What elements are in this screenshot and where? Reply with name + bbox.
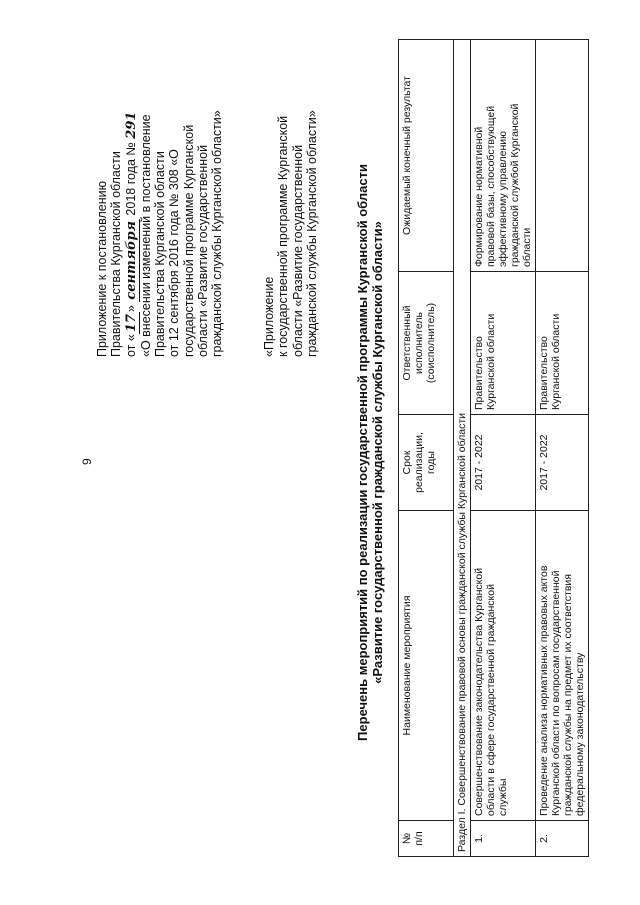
header-date-prefix: от « xyxy=(123,334,138,357)
appendix-line: к государственной программе Курганской xyxy=(276,115,291,357)
row-name: Проведение анализа нормативных правовых актов Курганской области по вопросам государственной гражданской службы на предмет их соответствия федеральному законодательству xyxy=(536,511,589,821)
header-term: Срок реализации, годы xyxy=(399,415,454,511)
header-num: № п/п xyxy=(399,821,454,857)
table-row xyxy=(471,40,536,857)
resolution-header xyxy=(95,7,225,357)
appendix-line: гражданской службы Курганской области» xyxy=(304,110,319,357)
header-line: Правительства Курганской области xyxy=(109,151,124,357)
header-result: Ожидаемый конечный результат xyxy=(399,40,454,272)
row-executor: Правительство Курганской области xyxy=(536,272,589,415)
table-header-row xyxy=(399,40,454,857)
header-line: Приложение к постановлению xyxy=(95,181,109,357)
header-line: гражданской службы Курганской области» xyxy=(210,110,225,357)
document-title xyxy=(355,50,385,855)
table-row xyxy=(536,40,589,857)
header-executor: Ответственный исполнитель (соисполнитель) xyxy=(399,272,454,415)
page-number: 9 xyxy=(80,458,94,465)
header-line: государственной программе Курганской xyxy=(181,124,196,357)
header-date-line: от «17» сентября 2018 года № 291 xyxy=(123,111,139,357)
section-row xyxy=(454,40,471,857)
title-line-1: Перечень мероприятий по реализации государственной программы Курганской области xyxy=(355,164,370,741)
header-name: Наименование мероприятия xyxy=(399,511,454,821)
appendix-line: «Приложение xyxy=(262,276,276,357)
appendix-line: области «Развитие государственной xyxy=(290,144,305,357)
section-title: Раздел I. Совершенствование правовой основы гражданской службы Курганской области xyxy=(454,40,471,857)
row-result xyxy=(536,40,589,272)
row-result: Формирование нормативной правовой базы, способствующей эффективному управлению гражданской службой Курганской области xyxy=(471,40,536,272)
title-line-2: «Развитие государственной гражданской службы Курганской области» xyxy=(370,221,385,684)
row-executor: Правительство Курганской области xyxy=(471,272,536,415)
handwritten-month: сентября xyxy=(123,221,139,300)
row-num: 1. xyxy=(471,821,536,857)
appendix-reference xyxy=(262,7,319,357)
handwritten-day: 17 xyxy=(123,314,139,333)
header-line: от 12 сентября 2016 года № 308 «О xyxy=(167,149,182,357)
header-line: Правительства Курганской области xyxy=(153,151,168,357)
header-year-text: 2018 года № xyxy=(123,142,138,216)
row-num: 2. xyxy=(536,821,589,857)
activities-table xyxy=(398,39,589,857)
row-name: Совершенствование законодательства Курганской области в сфере государственной гражданской службы xyxy=(471,511,536,821)
handwritten-number: 291 xyxy=(123,111,139,139)
row-term: 2017 - 2022 xyxy=(471,415,536,511)
header-line: области «Развитие государственной xyxy=(196,144,211,357)
row-term: 2017 - 2022 xyxy=(536,415,589,511)
header-line: «О внесении изменений в постановление xyxy=(138,114,153,357)
